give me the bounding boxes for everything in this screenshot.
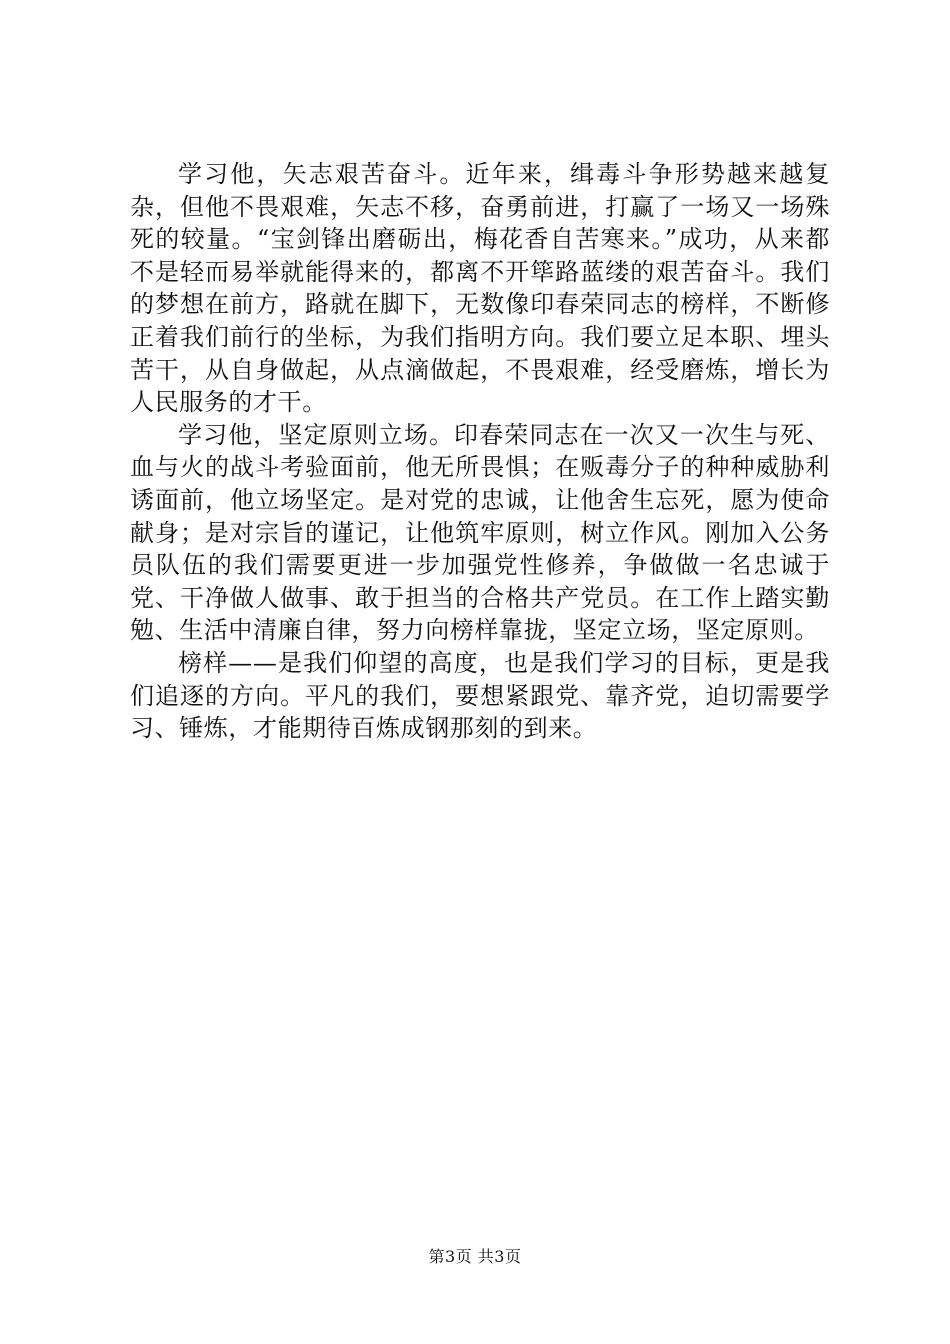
paragraph-1: 学习他，矢志艰苦奋斗。近年来，缉毒斗争形势越来越复杂，但他不畏艰难，矢志不移，奋勇前进，打赢了一场又一场殊死的较量。“宝剑锋出磨砺出，梅花香自苦寒来。”成功，从来都不是轻而易举就能得来的，都离不开筚路蓝缕的艰苦奋斗。我们的梦想在前方，路就在脚下，无数像印春荣同志的榜样，不断修正着我们前行的坐标，为我们指明方向。我们要立足本职、埋头苦干，从自身做起，从点滴做起，不畏艰难，经受磨炼，增长为人民服务的才干。: [130, 160, 830, 417]
document-body: [130, 158, 830, 745]
paragraph-2: 学习他，坚定原则立场。印春荣同志在一次又一次生与死、血与火的战斗考验面前，他无所畏惧；在贩毒分子的种种威胁利诱面前，他立场坚定。是对党的忠诚，让他舍生忘死，愿为使命献身；是对宗旨的谨记，让他筑牢原则，树立作风。刚加入公务员队伍的我们需要更进一步加强党性修养，争做做一名忠诚于党、干净做人做事、敢于担当的合格共产党员。在工作上踏实勤勉、生活中清廉自律，努力向榜样靠拢，坚定立场，坚定原则。: [130, 420, 830, 645]
paragraph-3: 榜样——是我们仰望的高度，也是我们学习的目标，更是我们追逐的方向。平凡的我们，要想紧跟党、靠齐党，迫切需要学习、锤炼，才能期待百炼成钢那刻的到来。: [130, 648, 830, 743]
page-number-footer: 第3页 共3页: [428, 1247, 522, 1266]
